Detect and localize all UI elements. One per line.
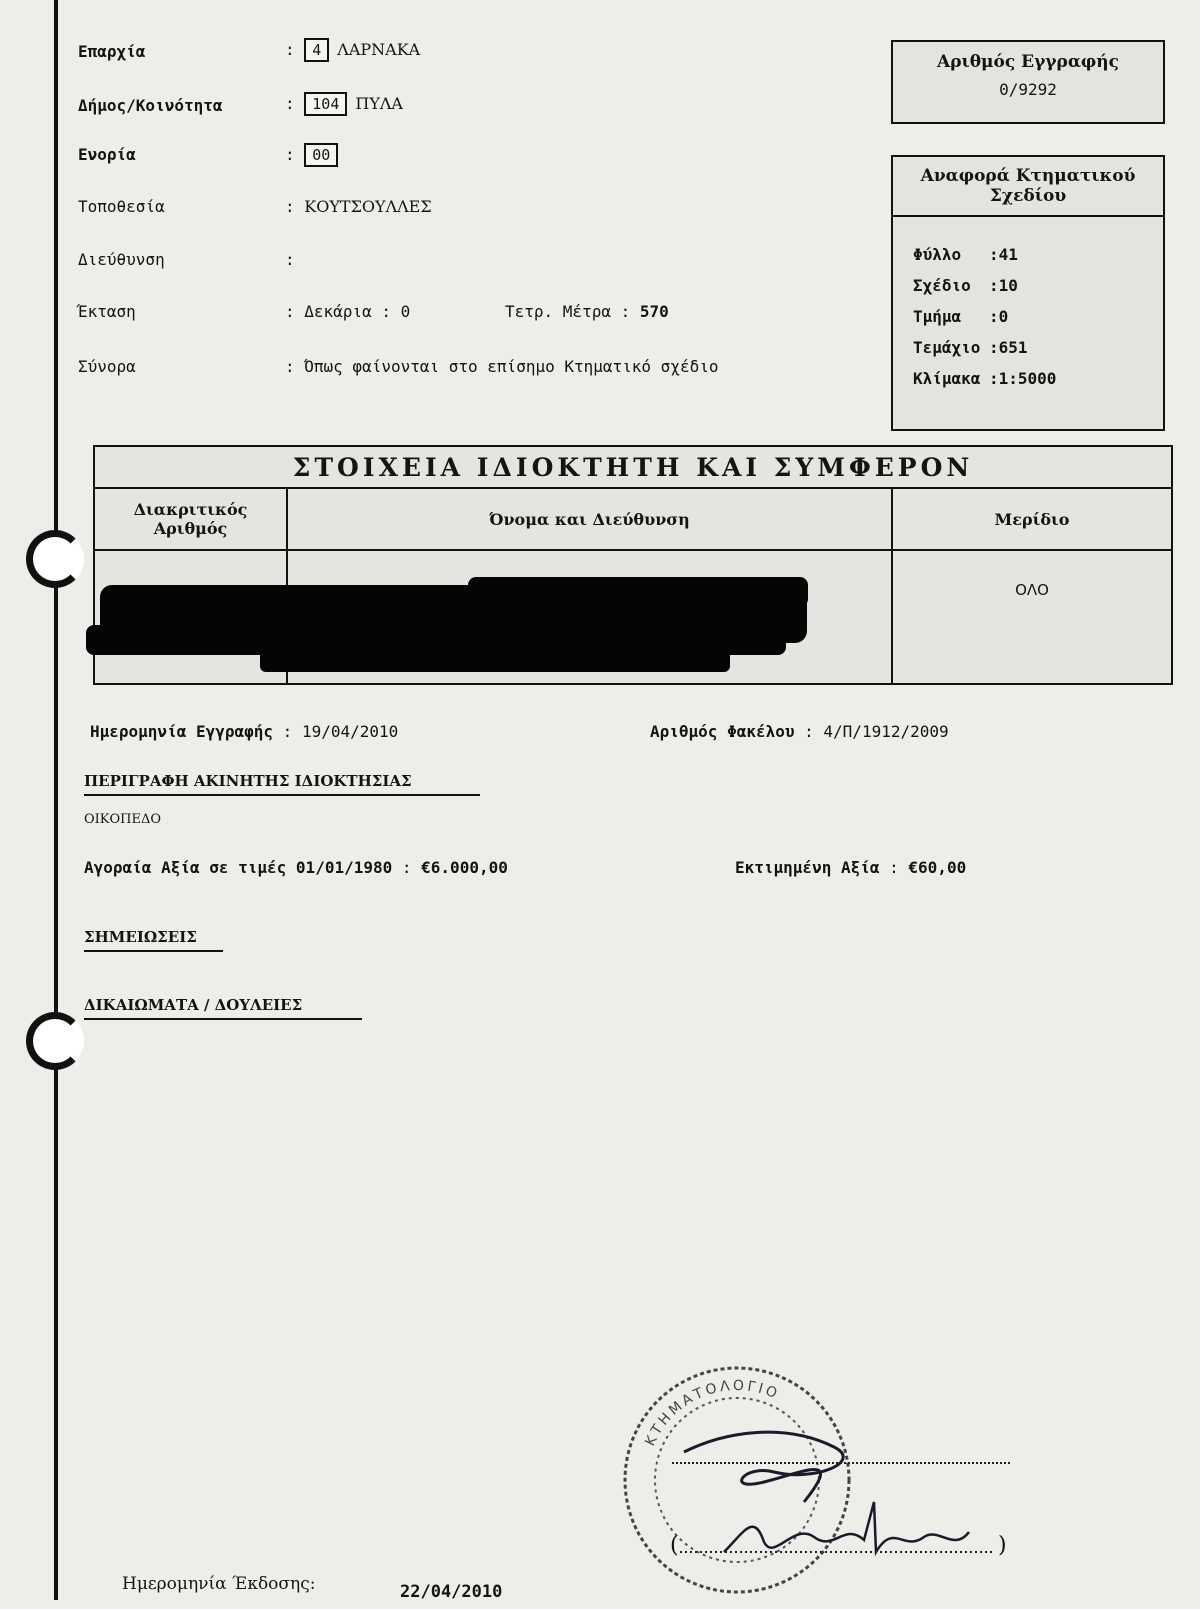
plan-row-label: Κλίμακα bbox=[913, 369, 981, 388]
market-value-label: Αγοραία Αξία σε τιμές 01/01/1980 bbox=[84, 858, 393, 877]
decares-label: Δεκάρια bbox=[304, 302, 372, 321]
notes-heading: ΣΗΜΕΙΩΣΕΙΣ bbox=[84, 928, 223, 952]
col-header-name: Όνομα και Διεύθυνση bbox=[288, 489, 893, 551]
municipality-code: 104 bbox=[304, 92, 347, 116]
parish-row: : 00 bbox=[285, 143, 346, 167]
property-description-value: ΟΙΚΟΠΕΔΟ bbox=[84, 812, 162, 827]
binder-hole-bottom bbox=[26, 1012, 84, 1070]
plan-row bbox=[913, 338, 1163, 369]
col-header-id: Διακριτικός Αριθμός bbox=[95, 489, 288, 551]
district-row: : 4 ΛΑΡΝΑΚΑ bbox=[285, 38, 420, 62]
sqm-value: 570 bbox=[639, 302, 669, 321]
boundaries-label: Σύνορα bbox=[78, 357, 136, 376]
plan-reference-title: Αναφορά Κτηματικού Σχεδίου bbox=[920, 166, 1136, 206]
svg-text:): ) bbox=[998, 1533, 1007, 1558]
municipality-row: : 104 ΠΥΛΑ bbox=[285, 92, 403, 116]
area-label: Έκταση bbox=[78, 302, 136, 321]
owner-table-title: ΣΤΟΙΧΕΙΑ ΙΔΙΟΚΤΗΤΗ ΚΑΙ ΣΥΜΦΕΡΟΝ bbox=[95, 447, 1171, 489]
plan-row-value: :1:5000 bbox=[989, 369, 1057, 388]
plan-row bbox=[913, 276, 1163, 307]
address-label: Διεύθυνση bbox=[78, 250, 165, 269]
binder-hole-top bbox=[26, 530, 84, 588]
municipality-label: Δήμος/Κοινότητα bbox=[78, 96, 223, 115]
redaction-bar-top bbox=[468, 577, 808, 607]
plan-reference-rows bbox=[893, 217, 1163, 400]
plan-row-value: :651 bbox=[989, 338, 1028, 357]
estimated-value-row: Εκτιμημένη Αξία : €60,00 bbox=[735, 858, 967, 877]
plan-row-label: Τμήμα bbox=[913, 307, 962, 326]
municipality-value: ΠΥΛΑ bbox=[355, 94, 403, 113]
sqm-row: Τετρ. Μέτρα : 570 bbox=[505, 302, 669, 321]
plan-row-value: :41 bbox=[989, 245, 1018, 264]
plan-row-value: :10 bbox=[989, 276, 1018, 295]
redaction-bar-tail bbox=[260, 650, 730, 672]
plan-row-label: Φύλλο bbox=[913, 245, 962, 264]
registration-date-row: Ημερομηνία Εγγραφής : 19/04/2010 bbox=[90, 722, 399, 741]
market-value-row: Αγοραία Αξία σε τιμές 01/01/1980 : €6.000,00 bbox=[84, 858, 508, 877]
plan-row bbox=[913, 245, 1163, 276]
file-number-row: Αριθμός Φακέλου : 4/Π/1912/2009 bbox=[650, 722, 949, 741]
district-code: 4 bbox=[304, 38, 329, 62]
registration-number-value: 0/9292 bbox=[999, 80, 1057, 99]
plan-reference-header bbox=[893, 157, 1163, 217]
plan-row-label: Τεμάχιο bbox=[913, 338, 981, 357]
district-value: ΛΑΡΝΑΚΑ bbox=[337, 40, 421, 59]
stamp-text: ΚΤΗΜΑΤΟΛΟΓΙΟ bbox=[642, 1377, 783, 1449]
district-label: Επαρχία bbox=[78, 42, 146, 61]
registration-number-box bbox=[891, 40, 1165, 124]
issue-date-value: 22/04/2010 bbox=[400, 1582, 503, 1602]
area-row: : Δεκάρια : 0 bbox=[285, 302, 411, 321]
boundaries-row: : Όπως φαίνονται στο επίσημο Κτηματικό σχέδιο bbox=[285, 357, 719, 376]
sqm-label: Τετρ. Μέτρα bbox=[505, 302, 611, 321]
locality-value: ΚΟΥΤΣΟΥΛΛΕΣ bbox=[304, 197, 432, 216]
plan-row-label: Σχέδιο bbox=[913, 276, 971, 295]
boundaries-value: Όπως φαίνονται στο επίσημο Κτηματικό σχέδιο bbox=[304, 357, 719, 376]
owner-share-value: ΟΛΟ bbox=[1015, 581, 1049, 599]
parish-label: Ενορία bbox=[78, 145, 136, 164]
issue-date-label: Ημερομηνία Έκδοσης: bbox=[122, 1574, 316, 1594]
locality-row: : ΚΟΥΤΣΟΥΛΛΕΣ bbox=[285, 197, 432, 216]
property-description-heading: ΠΕΡΙΓΡΑΦΗ ΑΚΙΝΗΤΗΣ ΙΔΙΟΚΤΗΣΙΑΣ bbox=[84, 772, 480, 796]
signature bbox=[664, 1412, 1024, 1572]
registration-number-title: Αριθμός Εγγραφής bbox=[937, 52, 1119, 72]
address-row: : bbox=[285, 250, 295, 269]
rights-heading: ΔΙΚΑΙΩΜΑΤΑ / ΔΟΥΛΕΙΕΣ bbox=[84, 996, 362, 1020]
binder-margin-line bbox=[54, 0, 58, 1600]
decares-value: 0 bbox=[400, 302, 411, 321]
estimated-value: €60,00 bbox=[908, 858, 967, 877]
registration-date-label: Ημερομηνία Εγγραφής bbox=[90, 722, 274, 741]
plan-reference-box bbox=[891, 155, 1165, 431]
plan-row-value: :0 bbox=[989, 307, 1009, 326]
plan-row bbox=[913, 307, 1163, 338]
parish-code: 00 bbox=[304, 143, 338, 167]
svg-text:(: ( bbox=[670, 1533, 679, 1558]
col-header-share: Μερίδιο bbox=[893, 489, 1171, 551]
registration-date-value: 19/04/2010 bbox=[301, 722, 399, 741]
estimated-value-label: Εκτιμημένη Αξία bbox=[735, 858, 880, 877]
file-number-label: Αριθμός Φακέλου bbox=[650, 722, 795, 741]
market-value: €6.000,00 bbox=[421, 858, 508, 877]
plan-row bbox=[913, 369, 1163, 400]
locality-label: Τοποθεσία bbox=[78, 197, 165, 216]
file-number-value: 4/Π/1912/2009 bbox=[823, 722, 949, 741]
